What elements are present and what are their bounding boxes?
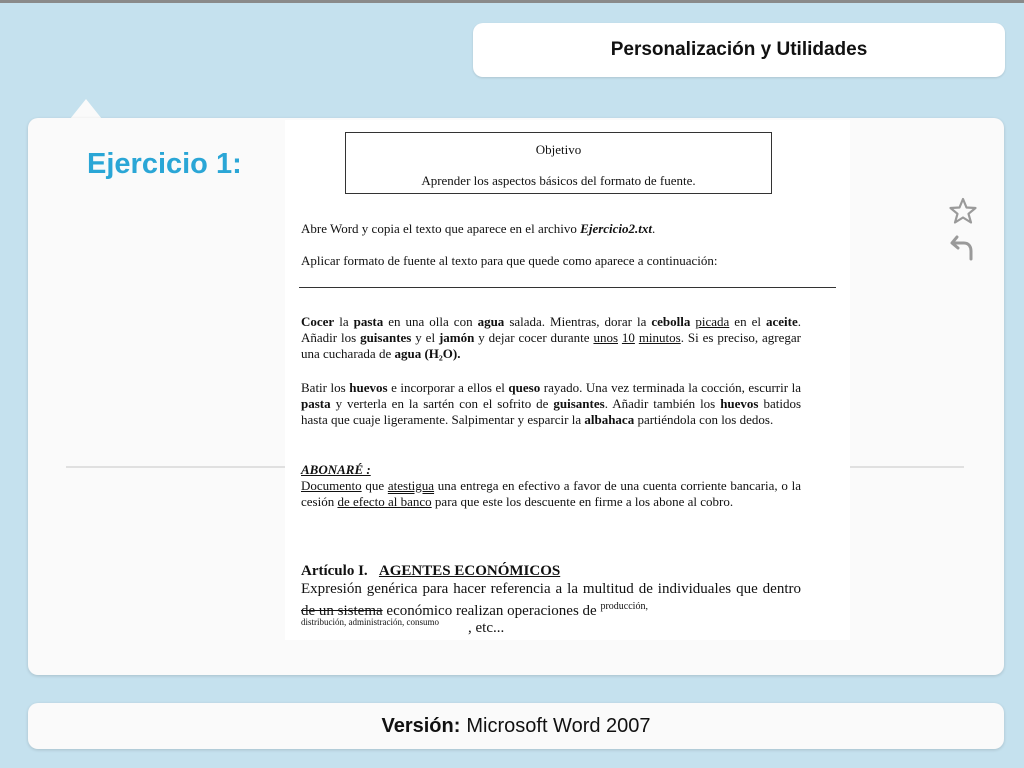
abonare-text: Documento que atestigua una entrega en efectivo a favor de una cuenta corriente bancaria, o la cesión de efecto al banco para que este los descuente en firme a los abone al cobro. [301,478,801,509]
formatted-run: huevos [720,396,759,411]
footer-banner [28,703,1004,749]
formatted-run: cebolla [651,314,691,329]
formatted-run: aceite [765,314,798,329]
instruction-2: Aplicar formato de fuente al texto para que quede como aparece a continuación: [301,253,718,268]
formatted-run: picada [695,314,730,329]
formatted-run: Cocer [301,314,335,329]
formatted-run: agua (H₂O). [394,346,461,361]
header-title: Personalización y Utilidades [610,39,868,60]
article-label: Artículo I. [301,563,368,579]
formatted-run: albahaca [584,412,635,427]
formatted-run: jamón [438,330,475,345]
paragraph-1: Cocer la pasta en una olla con agua salada. Mientras, dorar la cebolla picada en el aceite. Añadir los guisantes y el jamón y dejar cocer durante unos 10 minutos. Si es preciso, agregar una cucharada de agua (H₂O). [301,314,801,361]
formatted-run: huevos [349,380,388,395]
objective-box [345,132,772,194]
formatted-run: agua [477,314,505,329]
paragraph-2: Batir los huevos e incorporar a ellos el queso rayado. Una vez terminada la cocción, escurrir la pasta y verterla en la sartén con el sofrito de guisantes. Añadir también los huevos batidos hasta que cuaje ligeramente. Salpimentar y esparcir la albahaca partiéndola con los dedos. [301,380,802,427]
formatted-run: minutos [638,330,681,345]
formatted-run: unos [593,330,618,345]
footer-label: Versión: [381,714,461,737]
superscript-text: producción, [600,601,648,612]
expression-text: Expresión genérica para hacer referencia a la multitud de individuales que dentro de un sistema económico realizan operaciones de $^{producción,}$ [301,581,801,619]
undo-arrow-icon[interactable] [948,232,978,262]
article-title: AGENTES ECONÓMICOS [378,563,561,579]
objective-text: Aprender los aspectos básicos del formato de fuente. [421,173,696,188]
panel-notch [70,99,102,119]
article-heading [301,563,560,580]
horizontal-rule [299,287,836,288]
formatted-run: guisantes [360,330,412,345]
strikethrough-text: de un sistema [301,603,383,619]
footer-value: Microsoft Word 2007 [466,714,651,737]
instruction-file: Ejercicio2.txt [580,221,653,236]
formatted-run: pasta [353,314,384,329]
top-border [0,0,1024,3]
formatted-run: de efecto al banco [337,494,432,509]
subscript-text: distribución, administración, consumo [301,617,439,627]
paragraph-3 [301,462,801,510]
formatted-run: pasta [301,396,331,411]
formatted-run: 10 [621,330,635,345]
header-banner [473,23,1005,77]
formatted-run: Documento [301,478,362,493]
abonare-title: ABONARÉ : [301,462,371,477]
instruction-1: Abre Word y copia el texto que aparece en el archivo Ejercicio2.txt. [301,221,656,236]
objective-heading: Objetivo [535,142,582,157]
document-screenshot [285,120,850,640]
star-icon[interactable] [948,196,978,226]
etc-text: , etc... [468,620,505,636]
formatted-run: atestigua [387,478,435,493]
formatted-run: queso [508,380,541,395]
formatted-run: guisantes [553,396,605,411]
exercise-title: Ejercicio 1: [87,148,242,180]
